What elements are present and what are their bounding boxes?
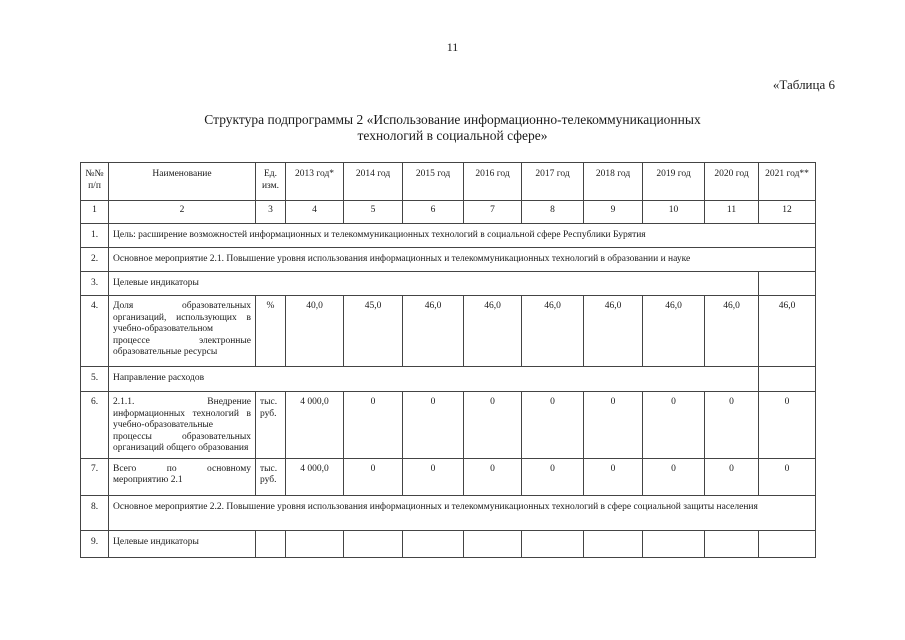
column-number: 3	[256, 201, 286, 224]
value-2015: 0	[403, 458, 464, 495]
header-year-2013: 2013 год*	[286, 163, 344, 201]
column-number: 1	[81, 201, 109, 224]
value-2019: 0	[643, 458, 705, 495]
document-title	[0, 112, 905, 144]
value-2015: 46,0	[403, 296, 464, 367]
header-name: Наименование	[109, 163, 256, 201]
value-2014: 0	[344, 458, 403, 495]
header-year-2018: 2018 год	[584, 163, 643, 201]
value-2020: 46,0	[705, 296, 759, 367]
value-2019: 46,0	[643, 296, 705, 367]
table-row-target-indicators-2	[81, 530, 816, 557]
empty-cell	[759, 272, 816, 296]
value-2013: 4 000,0	[286, 458, 344, 495]
empty-cell	[759, 530, 816, 557]
empty-cell	[643, 530, 705, 557]
empty-cell	[256, 530, 286, 557]
target-indicators-label: Целевые индикаторы	[109, 272, 759, 296]
value-2018: 0	[584, 458, 643, 495]
column-number: 9	[584, 201, 643, 224]
table-row-expense-direction	[81, 367, 816, 392]
column-number: 5	[344, 201, 403, 224]
value-2013: 40,0	[286, 296, 344, 367]
empty-cell	[584, 530, 643, 557]
total-name: Всего по основному мероприятию 2.1	[109, 458, 256, 495]
row-number: 6.	[81, 392, 109, 459]
header-year-2019: 2019 год	[643, 163, 705, 201]
empty-cell	[464, 530, 522, 557]
header-year-2020: 2020 год	[705, 163, 759, 201]
value-2014: 45,0	[344, 296, 403, 367]
value-2016: 46,0	[464, 296, 522, 367]
row-number: 2.	[81, 248, 109, 272]
value-2021: 0	[759, 392, 816, 459]
title-line-2: технологий в социальной сфере»	[357, 128, 548, 143]
value-2017: 46,0	[522, 296, 584, 367]
column-number: 11	[705, 201, 759, 224]
column-number: 10	[643, 201, 705, 224]
row-number: 1.	[81, 224, 109, 248]
column-number: 12	[759, 201, 816, 224]
empty-cell	[286, 530, 344, 557]
table-row-indicator-share	[81, 296, 816, 367]
value-2020: 0	[705, 458, 759, 495]
column-number-row	[81, 201, 816, 224]
column-number: 4	[286, 201, 344, 224]
header-year-2014: 2014 год	[344, 163, 403, 201]
value-2016: 0	[464, 458, 522, 495]
row-number: 7.	[81, 458, 109, 495]
value-2018: 46,0	[584, 296, 643, 367]
table-row-target-indicators	[81, 272, 816, 296]
header-year-2015: 2015 год	[403, 163, 464, 201]
header-unit: Ед. изм.	[256, 163, 286, 201]
table-row-activity-2-2	[81, 495, 816, 530]
activity-2-2-text: Основное мероприятие 2.2. Повышение уровня использования информационных и телекоммуникационных технологий в сфере социальной защиты населения	[109, 495, 816, 530]
value-2017: 0	[522, 458, 584, 495]
row-number: 8.	[81, 495, 109, 530]
column-number: 7	[464, 201, 522, 224]
header-num: №№ п/п	[81, 163, 109, 201]
header-year-2021: 2021 год**	[759, 163, 816, 201]
value-2016: 0	[464, 392, 522, 459]
row-number: 9.	[81, 530, 109, 557]
header-year-2017: 2017 год	[522, 163, 584, 201]
table-row-total-2-1	[81, 458, 816, 495]
unit-cell: тыс. руб.	[256, 458, 286, 495]
table-row-it-implementation	[81, 392, 816, 459]
value-2019: 0	[643, 392, 705, 459]
page-number: 11	[446, 40, 459, 54]
value-2017: 0	[522, 392, 584, 459]
goal-text: Цель: расширение возможностей информационных и телекоммуникационных технологий в социальной сфере Республики Бурятия	[109, 224, 816, 248]
table-row-activity-2-1	[81, 248, 816, 272]
value-2018: 0	[584, 392, 643, 459]
indicator-name: Доля образовательных организаций, использующих в учебно-образовательном процессе электронные образовательные ресурсы	[109, 296, 256, 367]
empty-cell	[344, 530, 403, 557]
header-year-2016: 2016 год	[464, 163, 522, 201]
value-2014: 0	[344, 392, 403, 459]
column-number: 2	[109, 201, 256, 224]
value-2021: 0	[759, 458, 816, 495]
value-2020: 0	[705, 392, 759, 459]
column-number: 6	[403, 201, 464, 224]
value-2021: 46,0	[759, 296, 816, 367]
empty-cell	[522, 530, 584, 557]
activity-2-1-text: Основное мероприятие 2.1. Повышение уровня использования информационных и телекоммуникационных технологий в образовании и науке	[109, 248, 816, 272]
activity-name: 2.1.1. Внедрение информационных технологий в учебно-образовательные процессы образовательных организаций общего образования	[109, 392, 256, 459]
row-number: 5.	[81, 367, 109, 392]
unit-cell: тыс. руб.	[256, 392, 286, 459]
title-line-1: Структура подпрограммы 2 «Использование информационно-телекоммуникационных	[204, 112, 701, 127]
table-label: «Таблица 6	[772, 77, 835, 92]
expense-direction-label: Направление расходов	[109, 367, 759, 392]
value-2015: 0	[403, 392, 464, 459]
target-indicators-label: Целевые индикаторы	[109, 530, 256, 557]
table-header-row	[81, 163, 816, 201]
row-number: 3.	[81, 272, 109, 296]
column-number: 8	[522, 201, 584, 224]
empty-cell	[705, 530, 759, 557]
empty-cell	[759, 367, 816, 392]
unit-cell: %	[256, 296, 286, 367]
empty-cell	[403, 530, 464, 557]
subprogram-structure-table	[80, 162, 816, 558]
value-2013: 4 000,0	[286, 392, 344, 459]
row-number: 4.	[81, 296, 109, 367]
table-row-goal	[81, 224, 816, 248]
